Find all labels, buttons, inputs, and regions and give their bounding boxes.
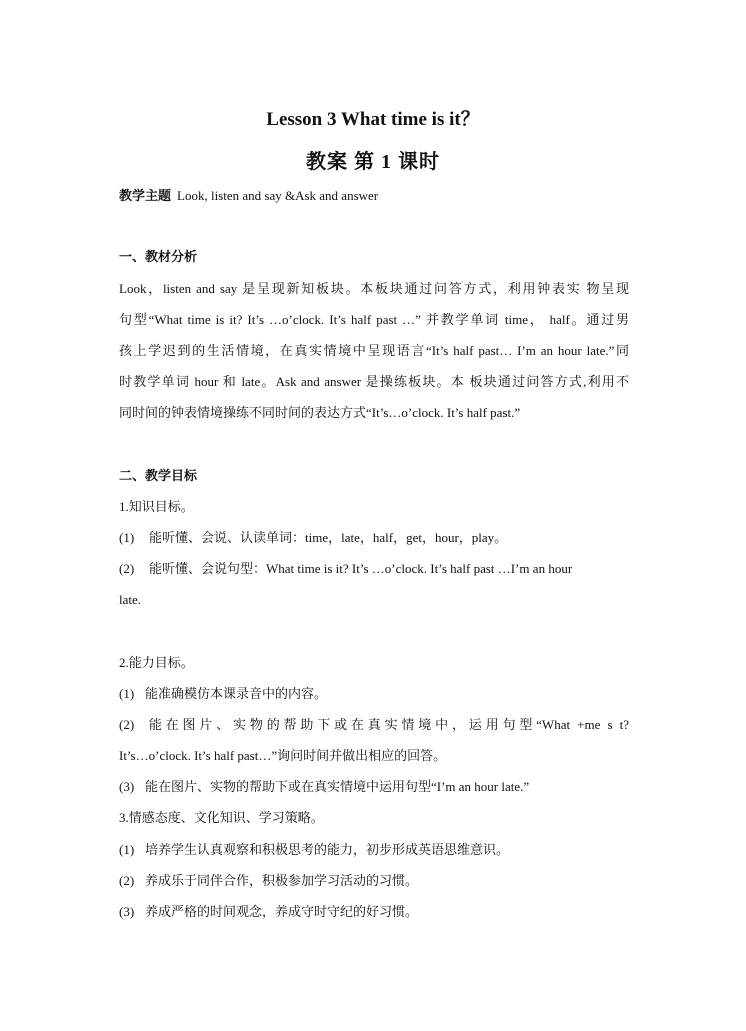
item-text: 养成严格的时间观念，养成守时守纪的好习惯。 (145, 904, 419, 919)
ability-goal-item (119, 777, 629, 797)
item-text: 能在图片、实物的帮助下或在真实情境中，运用句型“What +me s t? (145, 717, 629, 732)
knowledge-goal-item (119, 528, 629, 548)
emotion-goal-label: 3.情感态度、文化知识、学习策略。 (119, 810, 324, 825)
item-number: (3) (119, 779, 135, 794)
item-number: (3) (119, 904, 135, 919)
section1-heading: 一、教材分析 (119, 249, 198, 264)
item-number: (2) (119, 561, 135, 576)
section1-line-5: 同时间的钟表情境操练不同时间的表达方式“It’s…o’clock. It’s half past.” (119, 405, 521, 420)
section1-line-4: 时教学单词 hour 和 late。Ask and answer 是操练板块。本 板块通过问答方式,利用不 (119, 374, 629, 389)
knowledge-goal-item (119, 559, 629, 579)
ability-goal-label: 2.能力目标。 (119, 655, 194, 670)
emotion-goal-item (119, 902, 629, 922)
item-text: 能听懂、会说句型：What time is it? It’s …o’clock. It’s half past …I’m an hour (149, 561, 573, 576)
lesson-subtitle: 教案 第 1 课时 (306, 151, 440, 173)
section2-heading: 二、教学目标 (119, 468, 198, 483)
teaching-topic-label: 教学主题 (119, 188, 172, 203)
section1-line-3: 孩上学迟到的生活情境，在真实情境中呈现语言“It’s half past… I’m an hour late.”同 (119, 343, 629, 358)
item-text: 培养学生认真观察和积极思考的能力，初步形成英语思维意识。 (145, 842, 510, 857)
section1-line-2: 句型“What time is it? It’s …o’clock. It’s half past …” 并教学单词 time， half。通过男 (119, 312, 629, 327)
ability-goal-item (119, 715, 629, 735)
emotion-goal-item (119, 840, 629, 860)
knowledge-goal-continuation: late. (119, 592, 142, 607)
knowledge-goal-label: 1.知识目标。 (119, 499, 194, 514)
teaching-topic (119, 186, 629, 206)
item-number: (2) (119, 873, 135, 888)
ability-goal-continuation: It’s…o’clock. It’s half past…”询问时间并做出相应的回答。 (119, 748, 447, 763)
ability-goal-item (119, 684, 629, 704)
item-text: 养成乐于同伴合作，积极参加学习活动的习惯。 (145, 873, 419, 888)
item-number: (1) (119, 686, 135, 701)
item-text: 能在图片、实物的帮助下或在真实情境中运用句型“I’m an hour late.” (145, 779, 530, 794)
emotion-goal-item (119, 871, 629, 891)
teaching-topic-value: Look, listen and say &Ask and answer (177, 188, 379, 203)
item-text: 能准确模仿本课录音中的内容。 (145, 686, 328, 701)
item-text: 能听懂、会说、认读单词：time，late，half，get，hour，play。 (149, 530, 508, 545)
item-number: (1) (119, 842, 135, 857)
lesson-title: Lesson 3 What time is it？ (266, 109, 480, 130)
item-number: (1) (119, 530, 135, 545)
section1-line-1: Look，listen and say 是呈现新知板块。本板块通过问答方式，利用钟表实 物呈现 (119, 281, 629, 296)
item-number: (2) (119, 717, 135, 732)
